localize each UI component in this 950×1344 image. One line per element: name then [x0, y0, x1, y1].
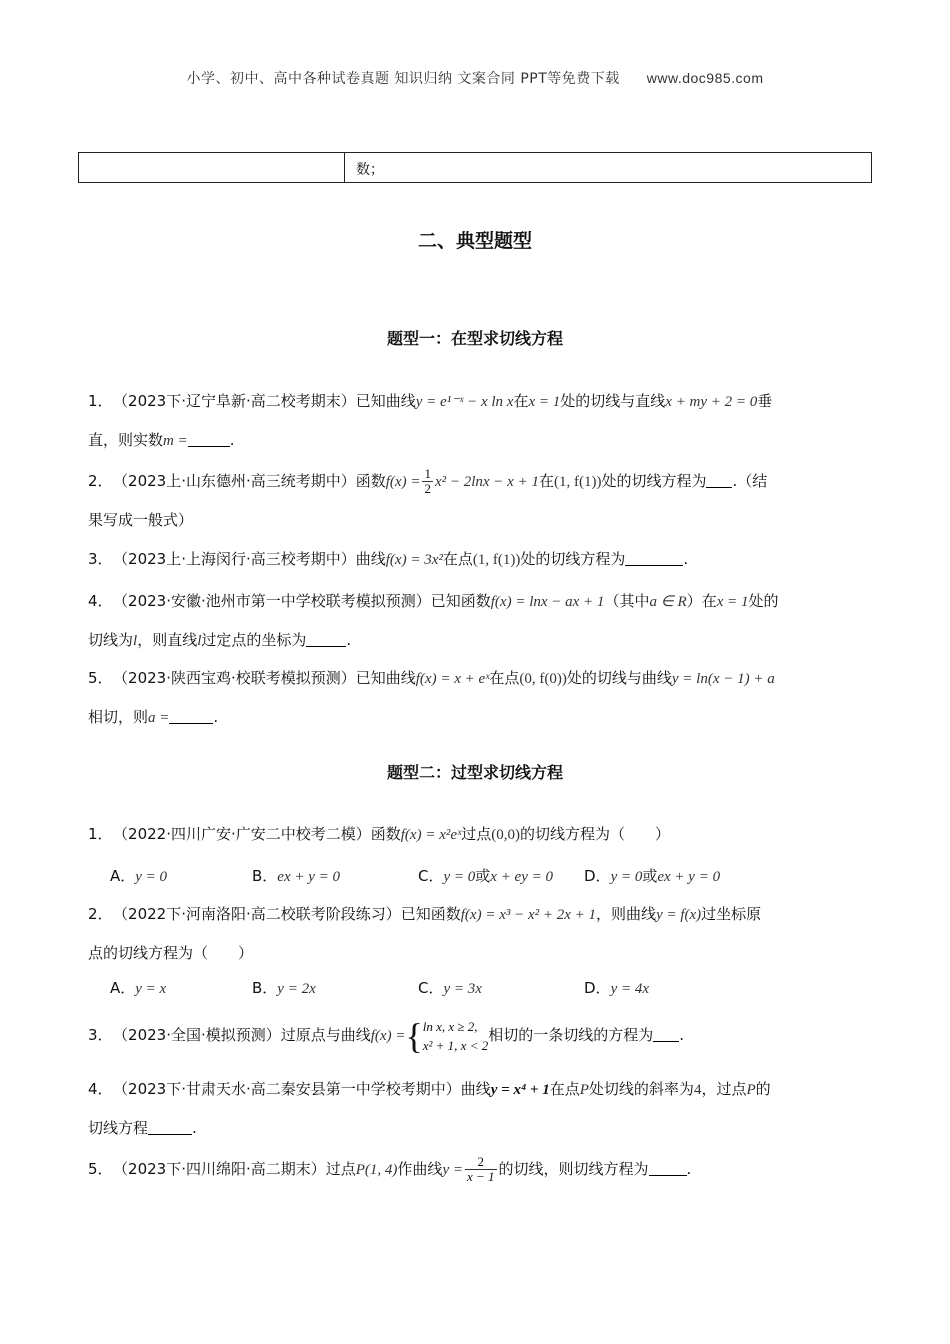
q-formula: (1, f(1)): [553, 474, 602, 490]
q-formula: (1, f(1)): [472, 552, 521, 568]
q-text: 切线方程: [88, 1119, 149, 1137]
option-value: y = 4x: [610, 981, 649, 997]
q-number: 4．: [88, 1080, 113, 1098]
q-text: .: [213, 708, 219, 726]
type1-title: 题型一：在型求切线方程: [386, 329, 563, 348]
q-text: 直，则实数: [88, 431, 164, 449]
q-formula: (0, f(0)): [519, 671, 567, 687]
q-text: .: [683, 550, 689, 568]
q-source: （2023上·上海闵行·高三校考期中）曲线: [120, 550, 386, 568]
option-label: C．: [418, 979, 444, 997]
q-text: 处切线的斜率为: [588, 1080, 694, 1098]
q-text: 在点: [442, 550, 473, 568]
header-site: www.doc985.com: [646, 70, 764, 86]
q-text: 过坐标原: [701, 905, 762, 923]
answer-blank[interactable]: [169, 707, 213, 724]
type1-question-1: [88, 382, 868, 460]
q-text: ，则曲线: [596, 905, 657, 923]
q-text: 的: [755, 1080, 771, 1098]
answer-blank[interactable]: [148, 1118, 192, 1135]
answer-blank[interactable]: [706, 471, 732, 488]
answer-blank[interactable]: [306, 630, 346, 647]
q-formula: l: [133, 633, 138, 649]
option-label: B．: [252, 979, 278, 997]
q-source: （2022·四川广安·广安二中校考二模）函数: [120, 825, 401, 843]
q-text: 在: [538, 472, 554, 490]
option-value: y = 2x: [277, 981, 316, 997]
q-formula: y = f(x): [656, 907, 702, 923]
q-number: 5．: [88, 1160, 113, 1178]
option-value: y = 0: [610, 869, 643, 885]
q-text: 处的切线与直线: [560, 392, 666, 410]
q-text: 垂: [757, 392, 773, 410]
page-header: [0, 68, 950, 88]
option-label: A．: [110, 867, 136, 885]
type1-question-3: [88, 540, 868, 579]
option-value: x + ey = 0: [490, 869, 553, 885]
q-text: 处的切线方程为: [601, 472, 707, 490]
q-source: （2023·陕西宝鸡·校联考模拟预测）已知曲线: [120, 669, 416, 687]
fraction: [422, 467, 433, 496]
q-formula: f(x) = 3x²: [385, 552, 443, 568]
q-formula: P(1, 4): [355, 1162, 398, 1178]
q-formula: y =: [442, 1162, 463, 1178]
fraction-denominator: 2: [424, 481, 431, 496]
option-label: D．: [584, 979, 611, 997]
fraction: [465, 1155, 497, 1184]
option-c[interactable]: [418, 977, 482, 998]
answer-blank[interactable]: [649, 1159, 687, 1176]
piecewise-function: [405, 1016, 488, 1055]
option-d[interactable]: [584, 865, 720, 886]
q-number: 2．: [88, 905, 113, 923]
type2-question-2: [88, 895, 868, 972]
q-text: 处的: [748, 592, 779, 610]
option-value: ex + y = 0: [277, 869, 341, 885]
q-formula: x = 1: [528, 394, 561, 410]
q-text: 切线为: [88, 631, 134, 649]
q-text: ，则直线: [137, 631, 198, 649]
q-formula: y = ln(x − 1) + a: [671, 671, 775, 687]
q-source: （2023下·甘肃天水·高二秦安县第一中学校考期中）曲线: [120, 1080, 491, 1098]
q-formula: x = 1: [716, 594, 749, 610]
option-value: ex + y = 0: [657, 869, 721, 885]
q-text: （其中: [604, 592, 650, 610]
q-text: 在点: [549, 1080, 580, 1098]
q-formula: a =: [148, 710, 170, 726]
q-formula: 4: [693, 1082, 702, 1098]
q-text: 处的切线与曲线: [566, 669, 672, 687]
section-title: 二、典型题型: [417, 230, 532, 252]
q-text: 过点: [461, 825, 492, 843]
q-number: 3．: [88, 1026, 113, 1045]
q-text: ）在: [686, 592, 717, 610]
q-formula: f(x) = x³ − x² + 2x + 1: [460, 907, 597, 923]
type2-question-3: [88, 1016, 868, 1055]
q-text: 在点: [489, 669, 520, 687]
q-formula: (0,0): [491, 827, 521, 843]
q-text: 相切，则: [88, 708, 149, 726]
option-or: 或: [642, 867, 658, 885]
q-text: 处的切线方程为: [520, 550, 626, 568]
q-formula: f(x) = x²eˣ: [400, 827, 462, 843]
q-number: 5．: [88, 669, 113, 687]
option-or: 或: [475, 867, 491, 885]
q-text: 的切线方程为（ ）: [520, 825, 671, 843]
option-c[interactable]: [418, 865, 553, 886]
q-formula: f(x) =: [385, 474, 421, 490]
q-formula: a ∈ R: [649, 594, 687, 610]
q-text: 在: [513, 392, 529, 410]
q-source: （2023下·辽宁阜新·高二校考期末）已知曲线: [120, 392, 416, 410]
q-text: .: [686, 1160, 692, 1178]
fraction-numerator: 2: [465, 1155, 497, 1170]
q-source: （2023·全国·模拟预测）过原点与曲线: [120, 1026, 371, 1045]
q-text: .: [679, 1026, 685, 1045]
option-b[interactable]: [252, 977, 316, 998]
option-d[interactable]: [584, 977, 649, 998]
option-value: y = 0: [443, 869, 476, 885]
q-formula: x + my + 2 = 0: [665, 394, 758, 410]
q-text: 的切线，则切线方程为: [498, 1160, 649, 1178]
type2-question-1: [88, 815, 868, 854]
q-text: .: [192, 1119, 197, 1137]
q-number: 1．: [88, 825, 113, 843]
q-formula: l: [197, 633, 202, 649]
option-b[interactable]: [252, 865, 340, 886]
table-cell-text: 数；: [356, 162, 384, 178]
q-formula: y = x⁴ + 1: [490, 1082, 550, 1098]
q-text: 作曲线: [397, 1160, 443, 1178]
q-formula: P: [746, 1082, 756, 1098]
option-label: C．: [418, 867, 444, 885]
option-value: y = 3x: [443, 981, 482, 997]
type2-question-4: [88, 1070, 868, 1147]
answer-blank[interactable]: [625, 549, 683, 566]
header-text: 小学、初中、高中各种试卷真题 知识归纳 文案合同 PPT等免费下载: [186, 71, 620, 87]
q-text: .: [346, 631, 352, 649]
q-formula: m =: [163, 433, 188, 449]
option-label: D．: [584, 867, 611, 885]
q-number: 4．: [88, 592, 113, 610]
fraction-denominator: x − 1: [466, 1169, 495, 1184]
q-source: （2023·安徽·池州市第一中学校联考模拟预测）已知函数: [120, 592, 491, 610]
q-text: 相切的一条切线的方程为: [488, 1026, 654, 1045]
q-source: （2022下·河南洛阳·高二校联考阶段练习）已知函数: [120, 905, 461, 923]
q-formula: y = e¹⁻ˣ − x ln x: [415, 394, 514, 410]
q-source: （2023上·山东德州·高三统考期中）函数: [120, 472, 386, 490]
type1-question-5: [88, 659, 868, 737]
option-label: B．: [252, 867, 278, 885]
table-fragment: [78, 152, 872, 183]
q-source: （2023下·四川绵阳·高二期末）过点: [120, 1160, 356, 1178]
piece-row: ln x, x ≥ 2,: [422, 1019, 478, 1035]
q-formula: f(x) =: [370, 1028, 406, 1045]
q-number: 1．: [88, 392, 113, 410]
q-text: 过定点的坐标为: [201, 631, 307, 649]
q-formula: f(x) = x + eˣ: [415, 671, 490, 687]
q-formula: P: [579, 1082, 589, 1098]
option-value: y = x: [135, 981, 167, 997]
option-a[interactable]: [110, 977, 166, 998]
option-value: y = 0: [135, 869, 168, 885]
q-text: ，过点: [701, 1080, 747, 1098]
piece-row: x² + 1, x < 2: [422, 1038, 489, 1054]
answer-blank[interactable]: [188, 430, 230, 447]
answer-blank[interactable]: [653, 1025, 679, 1042]
type1-question-2: [88, 462, 868, 539]
q-number: 2．: [88, 472, 113, 490]
option-label: A．: [110, 979, 136, 997]
q-number: 3．: [88, 550, 113, 568]
q-text: .（结: [732, 472, 768, 490]
q-formula: x² − 2lnx − x + 1: [434, 474, 539, 490]
q-text: 果写成一般式）: [88, 511, 194, 529]
brace-glyph: {: [405, 1016, 423, 1057]
type1-question-4: [88, 582, 868, 660]
q-text: 点的切线方程为（ ）: [88, 944, 254, 962]
table-cell-empty: [79, 153, 345, 182]
q-text: .: [229, 431, 235, 449]
type2-question-5: [88, 1150, 868, 1189]
fraction-numerator: 1: [424, 466, 431, 481]
option-a[interactable]: [110, 865, 167, 886]
q-formula: f(x) = lnx − ax + 1: [490, 594, 605, 610]
type2-title: 题型二：过型求切线方程: [386, 763, 563, 782]
